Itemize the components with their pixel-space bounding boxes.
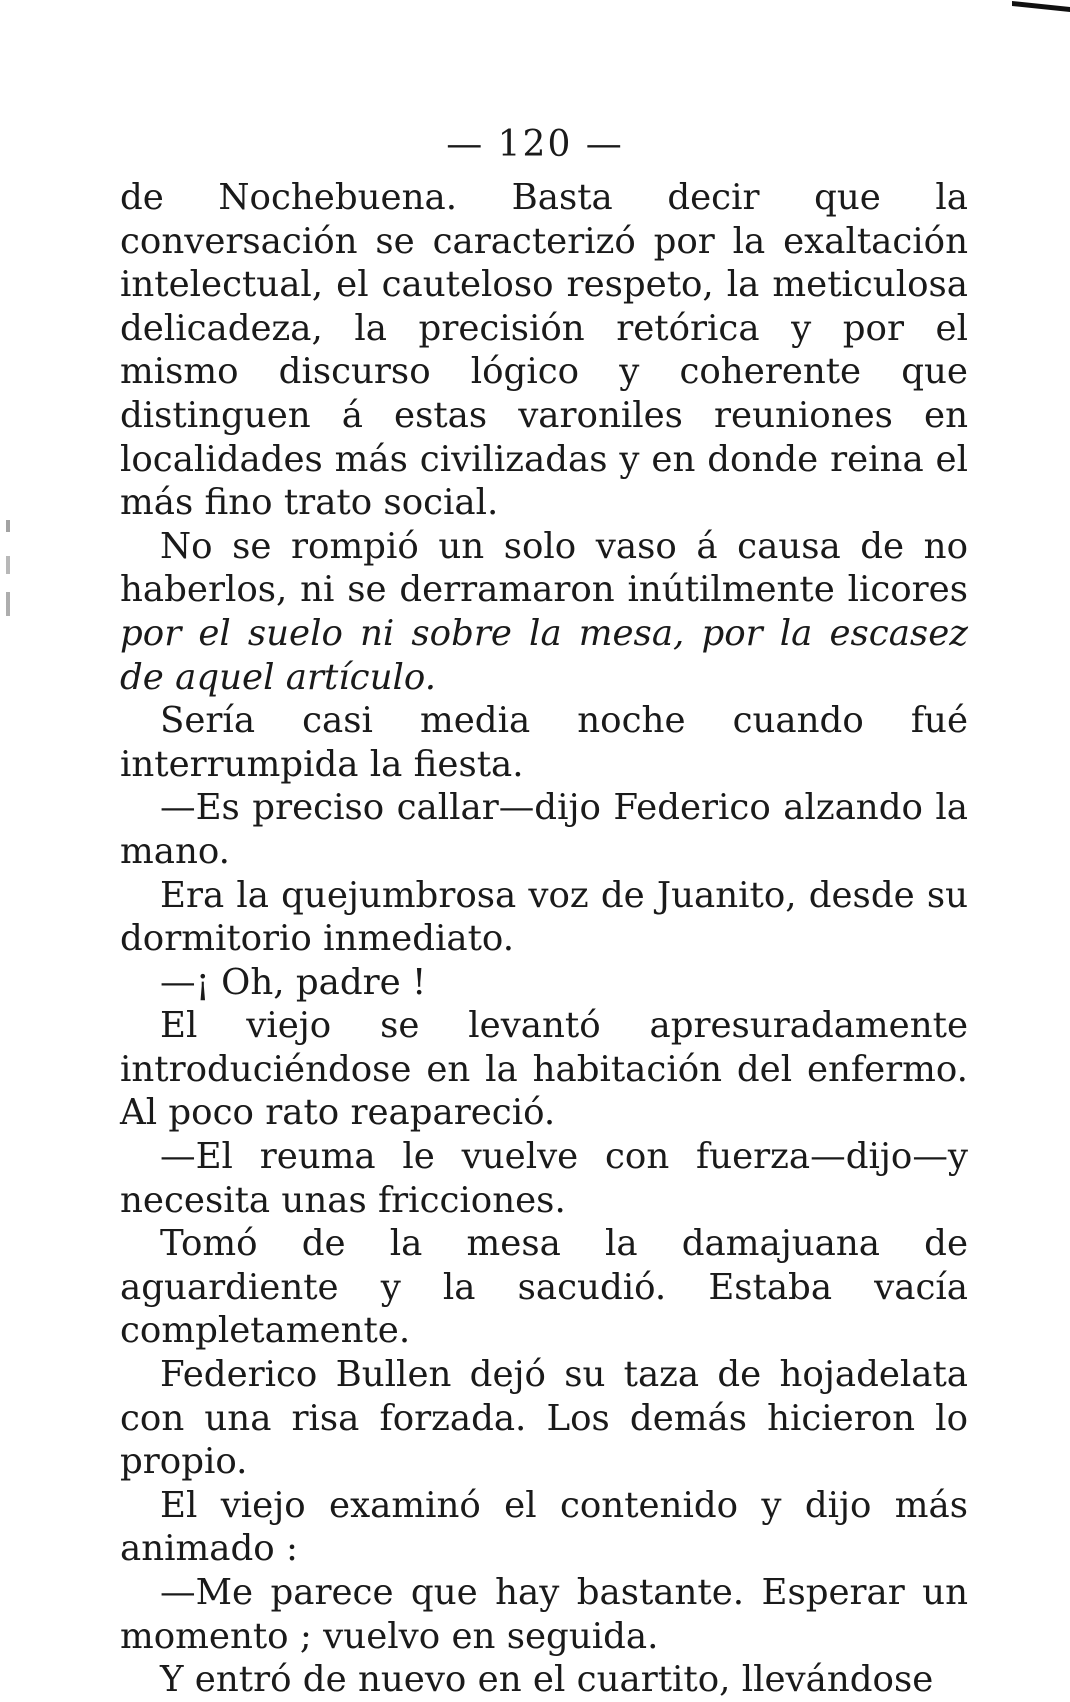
paragraph-3: Sería casi media noche cuando fué interrumpida la fiesta. [120, 700, 968, 785]
paragraph-2-text: No se rompió un solo vaso á causa de no haberlos, ni se derramaron inútilmente licores [120, 525, 968, 611]
body-text [120, 176, 968, 1702]
edge-scan-speck [6, 520, 10, 640]
paragraph-4: —Es preciso callar—dijo Federico alzando la mano. [120, 787, 968, 872]
paragraph-13: Y entró de nuevo en el cuartito, llevándose [160, 1659, 934, 1701]
paragraph-6: —¡ Oh, padre ! [160, 961, 427, 1003]
paragraph-2-italic: por el suelo ni sobre la mesa, por la escasez de aquel artículo. [120, 612, 968, 698]
paragraph-10: Federico Bullen dejó su taza de hojadelata con una risa forzada. Los demás hicieron lo propio. [120, 1354, 968, 1483]
paragraph-9: Tomó de la mesa la damajuana de aguardiente y la sacudió. Estaba vacía completamente. [120, 1223, 968, 1352]
paragraph-5: Era la quejumbrosa voz de Juanito, desde su dormitorio inmediato. [120, 874, 968, 960]
paragraph-12: —Me parece que hay bastante. Esperar un momento ; vuelvo en seguida. [120, 1572, 968, 1657]
paragraph-2 [120, 525, 968, 699]
paragraph-11: El viejo examinó el contenido y dijo más animado : [120, 1484, 968, 1570]
paragraph-7: El viejo se levantó apresuradamente introduciéndose en la habitación del enfermo. Al poco rato reapareció. [120, 1005, 968, 1134]
paragraph-1: de Nochebuena. Basta decir que la conversación se caracterizó por la exaltación intelectual, el cauteloso respeto, la meticulosa delicadeza, la precisión retórica y por el mismo discurso lógico y coherente que distinguen á estas varoniles reuniones en localidades más civilizadas y en donde reina el más fino trato social. [120, 177, 968, 524]
corner-scan-mark [1012, 1, 1070, 12]
paragraph-8: —El reuma le vuelve con fuerza—dijo—y necesita unas fricciones. [120, 1136, 968, 1221]
page-number: — 120 — [446, 124, 624, 165]
